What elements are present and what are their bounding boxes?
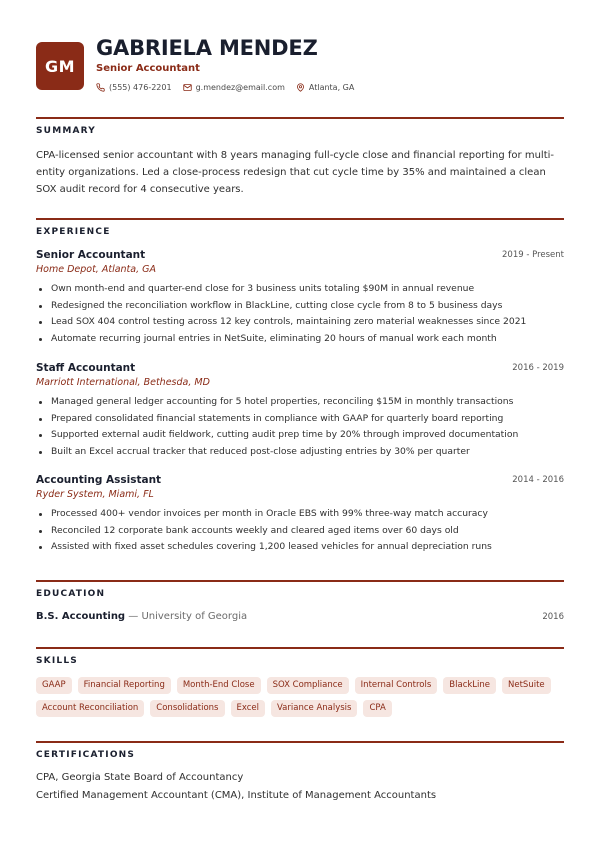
skill-chip: SOX Compliance: [267, 677, 349, 694]
job-bullet: Own month-end and quarter-end close for 3 business units totaling $90M in annual revenue: [36, 281, 564, 298]
job-entry: [36, 474, 564, 556]
resume-header: [36, 36, 564, 102]
location-pin-icon: [296, 83, 305, 92]
skill-chip: Account Reconciliation: [36, 700, 144, 717]
location-text: Atlanta, GA: [308, 83, 355, 92]
job-dates: 2014 - 2016: [512, 475, 564, 485]
candidate-name: GABRIELA MENDEZ: [96, 36, 318, 60]
phone-icon: [96, 83, 105, 92]
contact-email: [183, 83, 285, 92]
contact-info: [96, 83, 365, 92]
job-role: Accounting Assistant: [36, 474, 162, 486]
skill-chip: Consolidations: [150, 700, 224, 717]
education-separator: —: [125, 611, 142, 622]
contact-location: [296, 83, 354, 92]
job-bullet: Reconciled 12 corporate bank accounts weekly and cleared aged items over 60 days old: [36, 523, 564, 540]
job-dates: 2019 - Present: [502, 250, 564, 260]
skills-heading: SKILLS: [36, 656, 78, 666]
summary-text: CPA-licensed senior accountant with 8 years managing full-cycle close and financial reporting for multi-entity organizations. Led a close-process redesign that cut cycle time by 35% and maintained a clean SOX audit record for 4 consecutive years.: [36, 150, 555, 195]
skill-chip: CPA: [363, 700, 391, 717]
avatar: GM: [36, 42, 84, 90]
job-company: Ryder System, Miami, FL: [36, 489, 154, 500]
job-bullet: Prepared consolidated financial statements in compliance with GAAP for quarterly board reporting: [36, 411, 564, 428]
job-bullet: Built an Excel accrual tracker that reduced post-close adjusting entries by 30% per quarter: [36, 444, 564, 461]
job-company: Marriott International, Bethesda, MD: [36, 377, 210, 388]
skill-chip: Internal Controls: [355, 677, 438, 694]
skill-chip: Variance Analysis: [271, 700, 357, 717]
section-divider: [36, 117, 564, 119]
job-bullet: Redesigned the reconciliation workflow in BlackLine, cutting close cycle from 8 to 5 business days: [36, 298, 564, 315]
phone-text: (555) 476-2201: [109, 83, 172, 92]
job-entry: [36, 362, 564, 460]
job-bullet: Lead SOX 404 control testing across 12 key controls, maintaining zero material weaknesses since 2021: [36, 314, 564, 331]
summary-heading: SUMMARY: [36, 126, 97, 136]
skill-chip: NetSuite: [502, 677, 551, 694]
education-heading: EDUCATION: [36, 589, 106, 599]
certifications-list: [36, 769, 564, 805]
job-bullet: Processed 400+ vendor invoices per month in Oracle EBS with 99% three-way match accuracy: [36, 506, 564, 523]
skill-chip: Month-End Close: [177, 677, 261, 694]
section-divider: [36, 647, 564, 649]
job-role: Senior Accountant: [36, 249, 146, 261]
job-bullets: [36, 506, 564, 556]
job-bullet: Automate recurring journal entries in NetSuite, eliminating 20 hours of manual work each month: [36, 331, 564, 348]
certification-item: CPA, Georgia State Board of Accountancy: [36, 772, 244, 783]
job-bullets: [36, 281, 564, 347]
skill-chip: Financial Reporting: [78, 677, 171, 694]
contact-phone: [96, 83, 172, 92]
job-bullets: [36, 394, 564, 460]
job-bullet: Managed general ledger accounting for 5 hotel properties, reconciling $15M in monthly transactions: [36, 394, 564, 411]
job-dates: 2016 - 2019: [512, 363, 564, 373]
job-role: Staff Accountant: [36, 362, 136, 374]
job-bullet: Supported external audit fieldwork, cutting audit prep time by 20% through improved documentation: [36, 427, 564, 444]
certifications-heading: CERTIFICATIONS: [36, 750, 136, 760]
section-divider: [36, 741, 564, 743]
skill-chip: BlackLine: [443, 677, 496, 694]
education-year: 2016: [542, 612, 564, 622]
resume-page: [36, 0, 564, 848]
experience-heading: EXPERIENCE: [36, 227, 111, 237]
education-school: University of Georgia: [141, 611, 248, 622]
education-entry: [36, 611, 564, 622]
certification-item: Certified Management Accountant (CMA), Institute of Management Accountants: [36, 790, 437, 801]
skill-chip: GAAP: [36, 677, 72, 694]
section-divider: [36, 218, 564, 220]
email-text: g.mendez@email.com: [195, 83, 285, 92]
skill-chip: Excel: [231, 700, 266, 717]
job-company: Home Depot, Atlanta, GA: [36, 264, 156, 275]
job-bullet: Assisted with fixed asset schedules covering 1,200 leased vehicles for annual depreciation runs: [36, 539, 564, 556]
candidate-title: Senior Accountant: [96, 63, 200, 74]
education-degree: B.S. Accounting: [36, 611, 126, 622]
skills-list: [36, 677, 564, 723]
section-divider: [36, 580, 564, 582]
email-icon: [183, 83, 192, 92]
job-entry: [36, 249, 564, 347]
